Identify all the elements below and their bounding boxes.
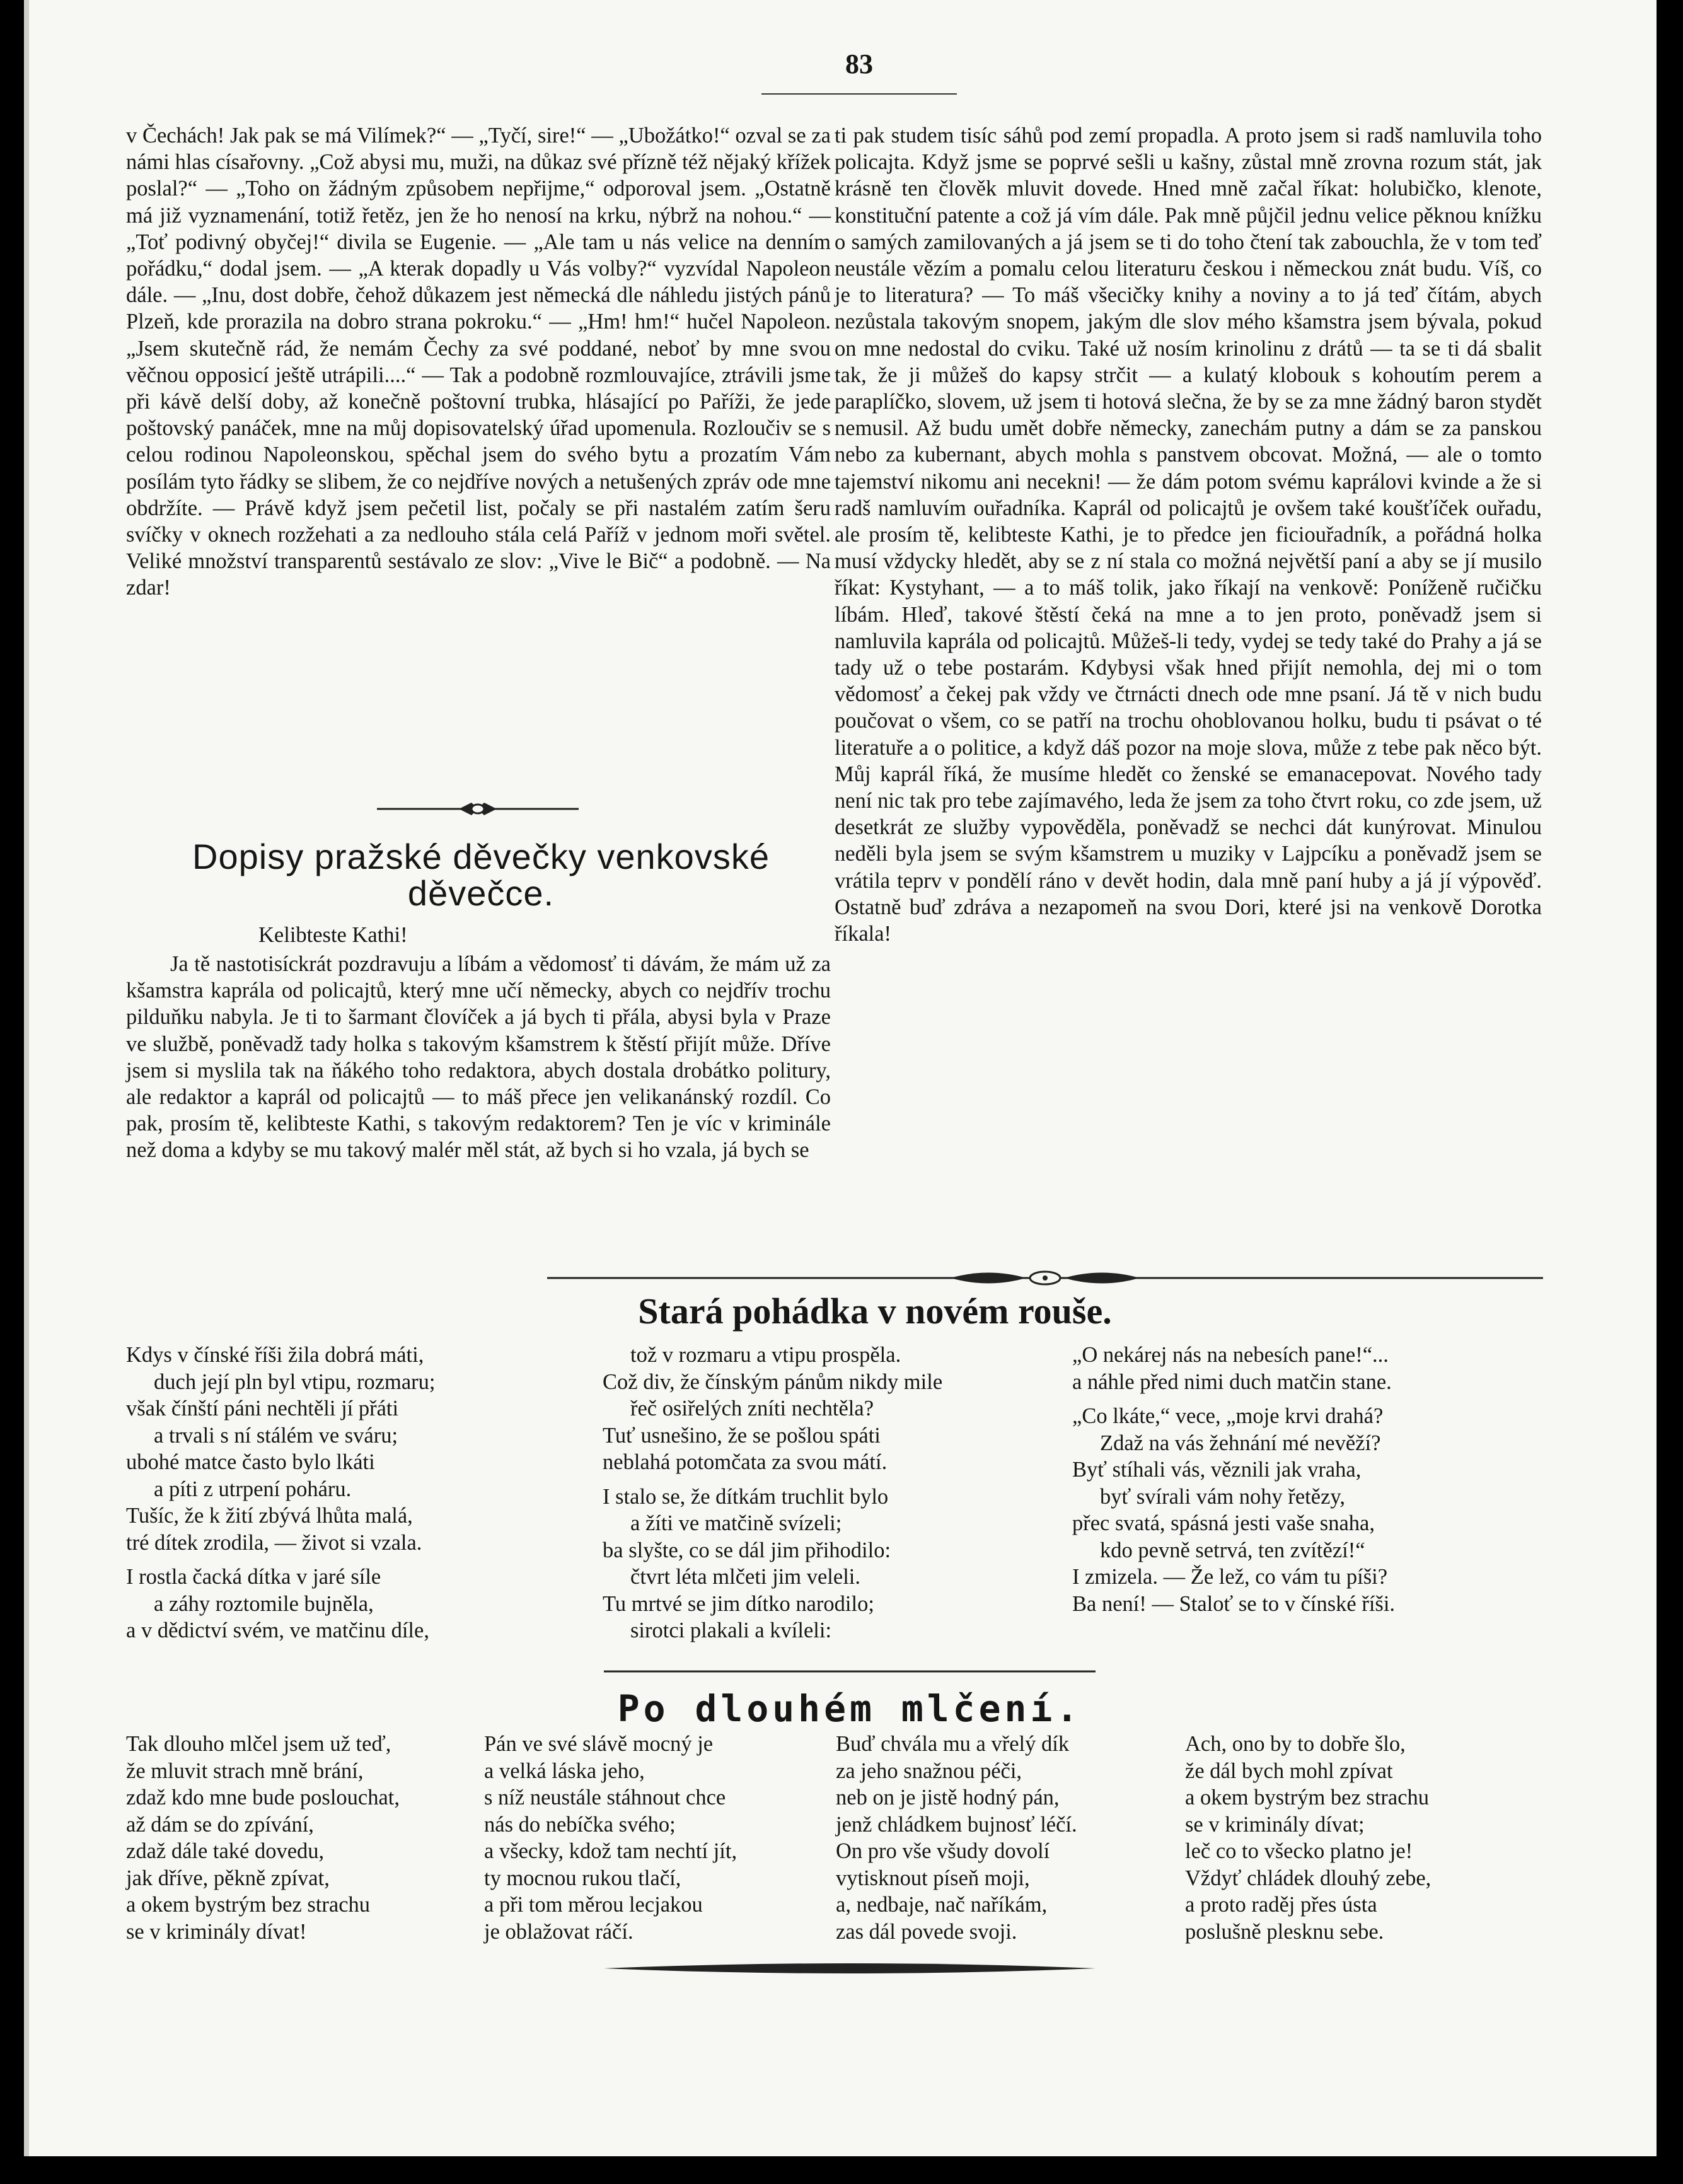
verse-line: I zmizela. — Že lež, co vám tu píši? <box>1072 1565 1388 1589</box>
verse-line: se v kriminály dívat! <box>126 1919 307 1944</box>
article-title-dopisy: Dopisy pražské děvečky venkovské děvečce. <box>192 837 770 913</box>
mlceni-column-4 <box>1185 1731 1431 1945</box>
verse-line: „O nekárej nás na nebesích pane!“... <box>1072 1343 1389 1367</box>
mlceni-column-2 <box>484 1731 737 1945</box>
verse-line: neb on je jistě hodný pán, <box>836 1786 1060 1809</box>
verse-line: se v kriminály dívat; <box>1185 1812 1365 1837</box>
dopisy-column-1 <box>126 951 831 1164</box>
verse-line: a náhle před nimi duch matčin stane. <box>1072 1369 1392 1394</box>
verse-line: a v dědictví svém, ve matčinu díle, <box>126 1618 429 1642</box>
verse-line: Zdaž na vás žehnání mé nevěží? <box>1100 1431 1381 1455</box>
verse-line: Buď chvála mu a vřelý dík <box>836 1732 1070 1756</box>
verse-line: jenž chládkem bujnosť léčí. <box>836 1812 1077 1837</box>
verse-line: kdo pevně setrvá, ten zvítězí!“ <box>1100 1538 1365 1562</box>
verse-line: zas dál povede svoji. <box>836 1919 1017 1944</box>
dopisy-column-2: ti pak studem tisíc sáhů pod zemí propadla. A proto jsem si radš namluvila toho policajta. Když jsme se poprvé sešli u kašny, zůstal mně zrovna rozum stát, jak krásně ten člověk mluvit dovede. Hned mně začal říkat: holubičko, klenote, konstituční patente a což já vím dále. Pak mně půjčil jednu velice pěknou knížku o samých zamilovaných a já jsem se ti do toho čtení tak zabouchla, že v tom teď neustále vězím a pomalu celou literaturu českou i německou znát budu. Víš, co je to literatura? — To máš všecičky knihy a noviny a to já teď čítám, abych nezůstala takovým snopem, jakým dle slov mého kšamstra jsem bývala, pokud on mne nedostal do cviku. Také už nosím krinolinu z drátů — ta se ti dá sbalit tak, že ji můžeš do kapsy strčit — a kulatý klobouk s kohoutím perem a paraplíčko, slovem, už jsem ti hotová slečna, že by se za mne žádný baron stydět nemusil. Až budu umět dobře německy, zanechám putny a dám se za panskou nebo za kubernant, abych mohla s panstvem obcovat. Možná, — ale o tomto tajemství nikomu ani necekni! — že dám potom svému kaprálovi kvinde a že si radš namluvím ouřadníka. Kaprál od policajtů je ovšem také koušťíček ouřadu, ale prosím tě, kelibteste Kathi, je to předce jen ficiouřadník, a pořádná holka musí vždycky hledět, aby se z ní stala co možná největší paní a aby se jí musilo říkat: Kystyhant, — a to máš tolik, jako říkají na venkově: Poníženě ručičku líbám. Hleď, takové štěstí čeká na mne a to jen proto, poněvadž jsem si namluvila kaprála od policajtů. Můžeš-li tedy, vydej se tedy také do Prahy a já se tady už o tebe postarám. Kdybysi však hned přijít nemohla, dej mi o tom vědomosť a čekej pak vždy ve čtrnácti dnech ode mne psaní. Já tě v nich budu poučovat o všem, co se patří na trochu ohoblovanou holku, budu ti psávat o té literatuře a o politice, a když dáš pozor na moje slova, může z tebe pak něco být. Můj kaprál říká, že musíme hledět co ženské se emanacepovat. Nového tady není nic tak pro tebe zajímavého, leda že jsem za toho čtvrt roku, co zde jsem, už desetkrát ze služby vypověděla, poněvadž se nechci dát kunýrovat. Minulou neděli byla jsem se svým kšamstrem u muziky v Lajpcíku a poněvadž jsem se vrátila teprv v pondělí ráno v devět hodin, dala mně paní huby a já jí výpověď. Ostatně buď zdráva a nezapomeň na svou Dori, které jsi na venkově Dorotka říkala! <box>835 124 1542 946</box>
verse-line: poslušně plesknu sebe. <box>1185 1919 1384 1944</box>
verse-line: však čínští páni nechtěli jí přáti <box>126 1397 399 1420</box>
page-number-rule <box>761 93 957 95</box>
verse-line: duch její pln byl vtipu, rozmaru; <box>154 1369 436 1394</box>
verse-line: Tu mrtvé se jim dítko narodilo; <box>603 1591 874 1616</box>
verse-line: ba slyšte, co se dál jim přihodilo: <box>603 1538 891 1562</box>
verse-line: řeč osiřelých zníti nechtěla? <box>630 1397 874 1420</box>
verse-line: s níž neustále stáhnout chce <box>484 1786 726 1809</box>
verse-line: Tušíc, že k žití zbývá lhůta malá, <box>126 1504 413 1528</box>
divider-rule-3 <box>604 1668 1096 1675</box>
verse-line: tré dítek zrodila, — život si vzala. <box>126 1530 422 1555</box>
verse-line: přec svatá, spásná jesti vaše snaha, <box>1072 1511 1375 1535</box>
verse-line: Pán ve své slávě mocný je <box>484 1732 714 1756</box>
pohadka-column-1 <box>126 1342 436 1644</box>
article-title-pohadka: Stará pohádka v novém rouše. <box>638 1291 1112 1332</box>
verse-line: I stalo se, že dítkám truchlit bylo <box>603 1484 889 1509</box>
verse-line: ubohé matce často bylo lkáti <box>126 1450 375 1474</box>
verse-line: I rostla čacká dítka v jaré síle <box>126 1565 381 1589</box>
mlceni-column-1 <box>126 1731 400 1945</box>
verse-line: leč co to všecko platno je! <box>1185 1839 1413 1863</box>
verse-line: zdaž kdo mne bude poslouchat, <box>126 1786 400 1809</box>
verse-line: Tuť usnešino, že se pošlou spáti <box>603 1423 881 1448</box>
verse-line: a záhy roztomile bujněla, <box>154 1591 374 1616</box>
verse-line: za jeho snažnou péči, <box>836 1758 1022 1783</box>
dopisy-text-left: Ja tě nastotisíckrát pozdravuju a líbám a vědomosť ti dávám, že mám už za kšamstra kaprála od policajtů, který mne učí německy, abych co nejdřív trochu pilduňku nabyla. Je ti to šarmant človíček a já bych ti přála, abysi byla v Praze ve službě, poněvadž tady holka s takovým kšamstrem k štěstí přijít může. Dříve jsem si myslila tak na ňákého toho redaktora, abych dostala drobátko politury, ale redaktor a kaprál od policajtů — to máš přece jen velikanánský rozdíl. Co pak, prosím tě, kelibteste Kathi, s takovým redaktorem? Ten je víc v kriminále než doma a kdyby se mu takový malér měl stát, až bych si ho vzala, já bych se <box>126 952 831 1163</box>
verse-line: byť svírali vám nohy řetězy, <box>1100 1484 1346 1509</box>
verse-line: a při tom měrou lecjakou <box>484 1893 703 1917</box>
verse-line: Ba není! — Staloť se to v čínské říši. <box>1072 1591 1396 1616</box>
verse-line: zdaž dále také dovedu, <box>126 1839 325 1863</box>
verse-line: a trvali s ní stálém ve sváru; <box>154 1423 398 1448</box>
pohadka-column-2 <box>603 1342 942 1644</box>
verse-line: „Co lkáte,“ vece, „moje krvi drahá? <box>1072 1404 1384 1428</box>
verse-line: a všecky, kdož tam nechtí jít, <box>484 1839 737 1863</box>
verse-line: Tak dlouho mlčel jsem už teď, <box>126 1732 391 1756</box>
verse-line: a velká láska jeho, <box>484 1758 645 1783</box>
verse-line: že mluvit strach mně brání, <box>126 1758 364 1783</box>
letter-salutation: Kelibteste Kathi! <box>258 923 408 947</box>
verse-line: a okem bystrým bez strachu <box>1185 1786 1430 1809</box>
ornament-divider-bottom <box>604 1961 1096 1976</box>
previous-letter-ending: v Čechách! Jak pak se má Vilímek?“ — „Tyčí, sire!“ — „Ubožátko!“ ozval se za námi hlas císařovny. „Což abysi mu, muži, na důkaz své přízně též nějaký křížek poslal?“ — „Toho on žádným způsobem nepřijme,“ odporoval jsem. „Ostatně má již vyznamenání, totiž řetěz, jen že ho nenosí na krku, nýbrž na nohou.“ — „Toť podivný obyčej!“ divila se Eugenie. — „Ale tam u nás velice na denním pořádku,“ dodal jsem. — „A kterak dopadly u Vás volby?“ vyzvídal Napoleon dále. — „Inu, dost dobře, čehož důkazem jest německá dle náhledu jistých pánů Plzeň, kde prorazila na dobro strana pokroku.“ — „Hm! hm!“ hučel Napoleon. „Jsem skutečně rád, že nemám Čechy za své poddané, neboť by mne svou věčnou opposicí ještě utrápili....“ — Tak a podobně rozmlouvajíce, ztrávili jsme při kávě delší doby, až konečně poštovní trubka, hlásající po Paříži, že jede poštovský panáček, mne na můj dopisovatelský úřad upomenula. Rozloučiv se s celou rodinou Napoleonskou, spěchal jsem do svého bytu a prozatím Vám posílám tyto řádky se slibem, že co nejdříve nových a netušených zpráv ode mne obdržíte. — Právě když jsem pečetil list, počaly se při nastalém zatím šeru svíčky v oknech rozžehati a za nedlouho stála celá Paříž v jednom moři světel. Veliké množství transparentů sestávalo ze slov: „Vive le Bič“ a podobně. — Na zdar! <box>126 124 831 600</box>
ornament-divider-1 <box>377 799 579 818</box>
pohadka-column-3 <box>1072 1342 1395 1617</box>
verse-line: čtvrt léta mlčeti jim veleli. <box>630 1565 860 1589</box>
verse-line: Ach, ono by to dobře šlo, <box>1185 1732 1406 1756</box>
verse-line: tož v rozmaru a vtipu prospěla. <box>630 1343 901 1367</box>
verse-line: a píti z utrpení poháru. <box>154 1477 352 1501</box>
verse-line: vytisknout píseň moji, <box>836 1866 1030 1890</box>
mlceni-column-3 <box>836 1731 1077 1945</box>
newspaper-page <box>24 0 1657 2156</box>
verse-line: a okem bystrým bez strachu <box>126 1893 371 1917</box>
verse-line: jak dříve, pěkně zpívat, <box>126 1866 330 1890</box>
verse-line: On pro vše všudy dovolí <box>836 1839 1050 1863</box>
verse-line: Kdys v čínské říši žila dobrá máti, <box>126 1343 424 1367</box>
verse-line: neblahá potomčata za svou mátí. <box>603 1450 888 1474</box>
verse-line: Což div, že čínským pánům nikdy mile <box>603 1369 943 1394</box>
verse-line: a, nedbaje, nač naříkám, <box>836 1893 1048 1917</box>
verse-line: sirotci plakali a kvíleli: <box>630 1618 832 1642</box>
verse-line: nás do nebíčka svého; <box>484 1812 676 1837</box>
verse-line: Vždyť chládek dlouhý zebe, <box>1185 1866 1431 1890</box>
verse-line: ty mocnou rukou tlačí, <box>484 1866 681 1890</box>
ornament-divider-2 <box>547 1267 1543 1289</box>
verse-line: je oblažovat ráčí. <box>484 1919 633 1944</box>
page-number: 83 <box>845 49 873 79</box>
article-title-mlceni: Po dlouhém mlčení. <box>617 1687 1082 1730</box>
verse-line: že dál bych mohl zpívat <box>1185 1758 1393 1783</box>
page-edge <box>24 0 29 2156</box>
verse-line: až dám se do zpívání, <box>126 1812 314 1837</box>
verse-line: Byť stíhali vás, věznili jak vraha, <box>1072 1458 1362 1482</box>
verse-line: a proto raděj přes ústa <box>1185 1893 1377 1917</box>
verse-line: a žíti ve matčině svízeli; <box>630 1511 842 1535</box>
